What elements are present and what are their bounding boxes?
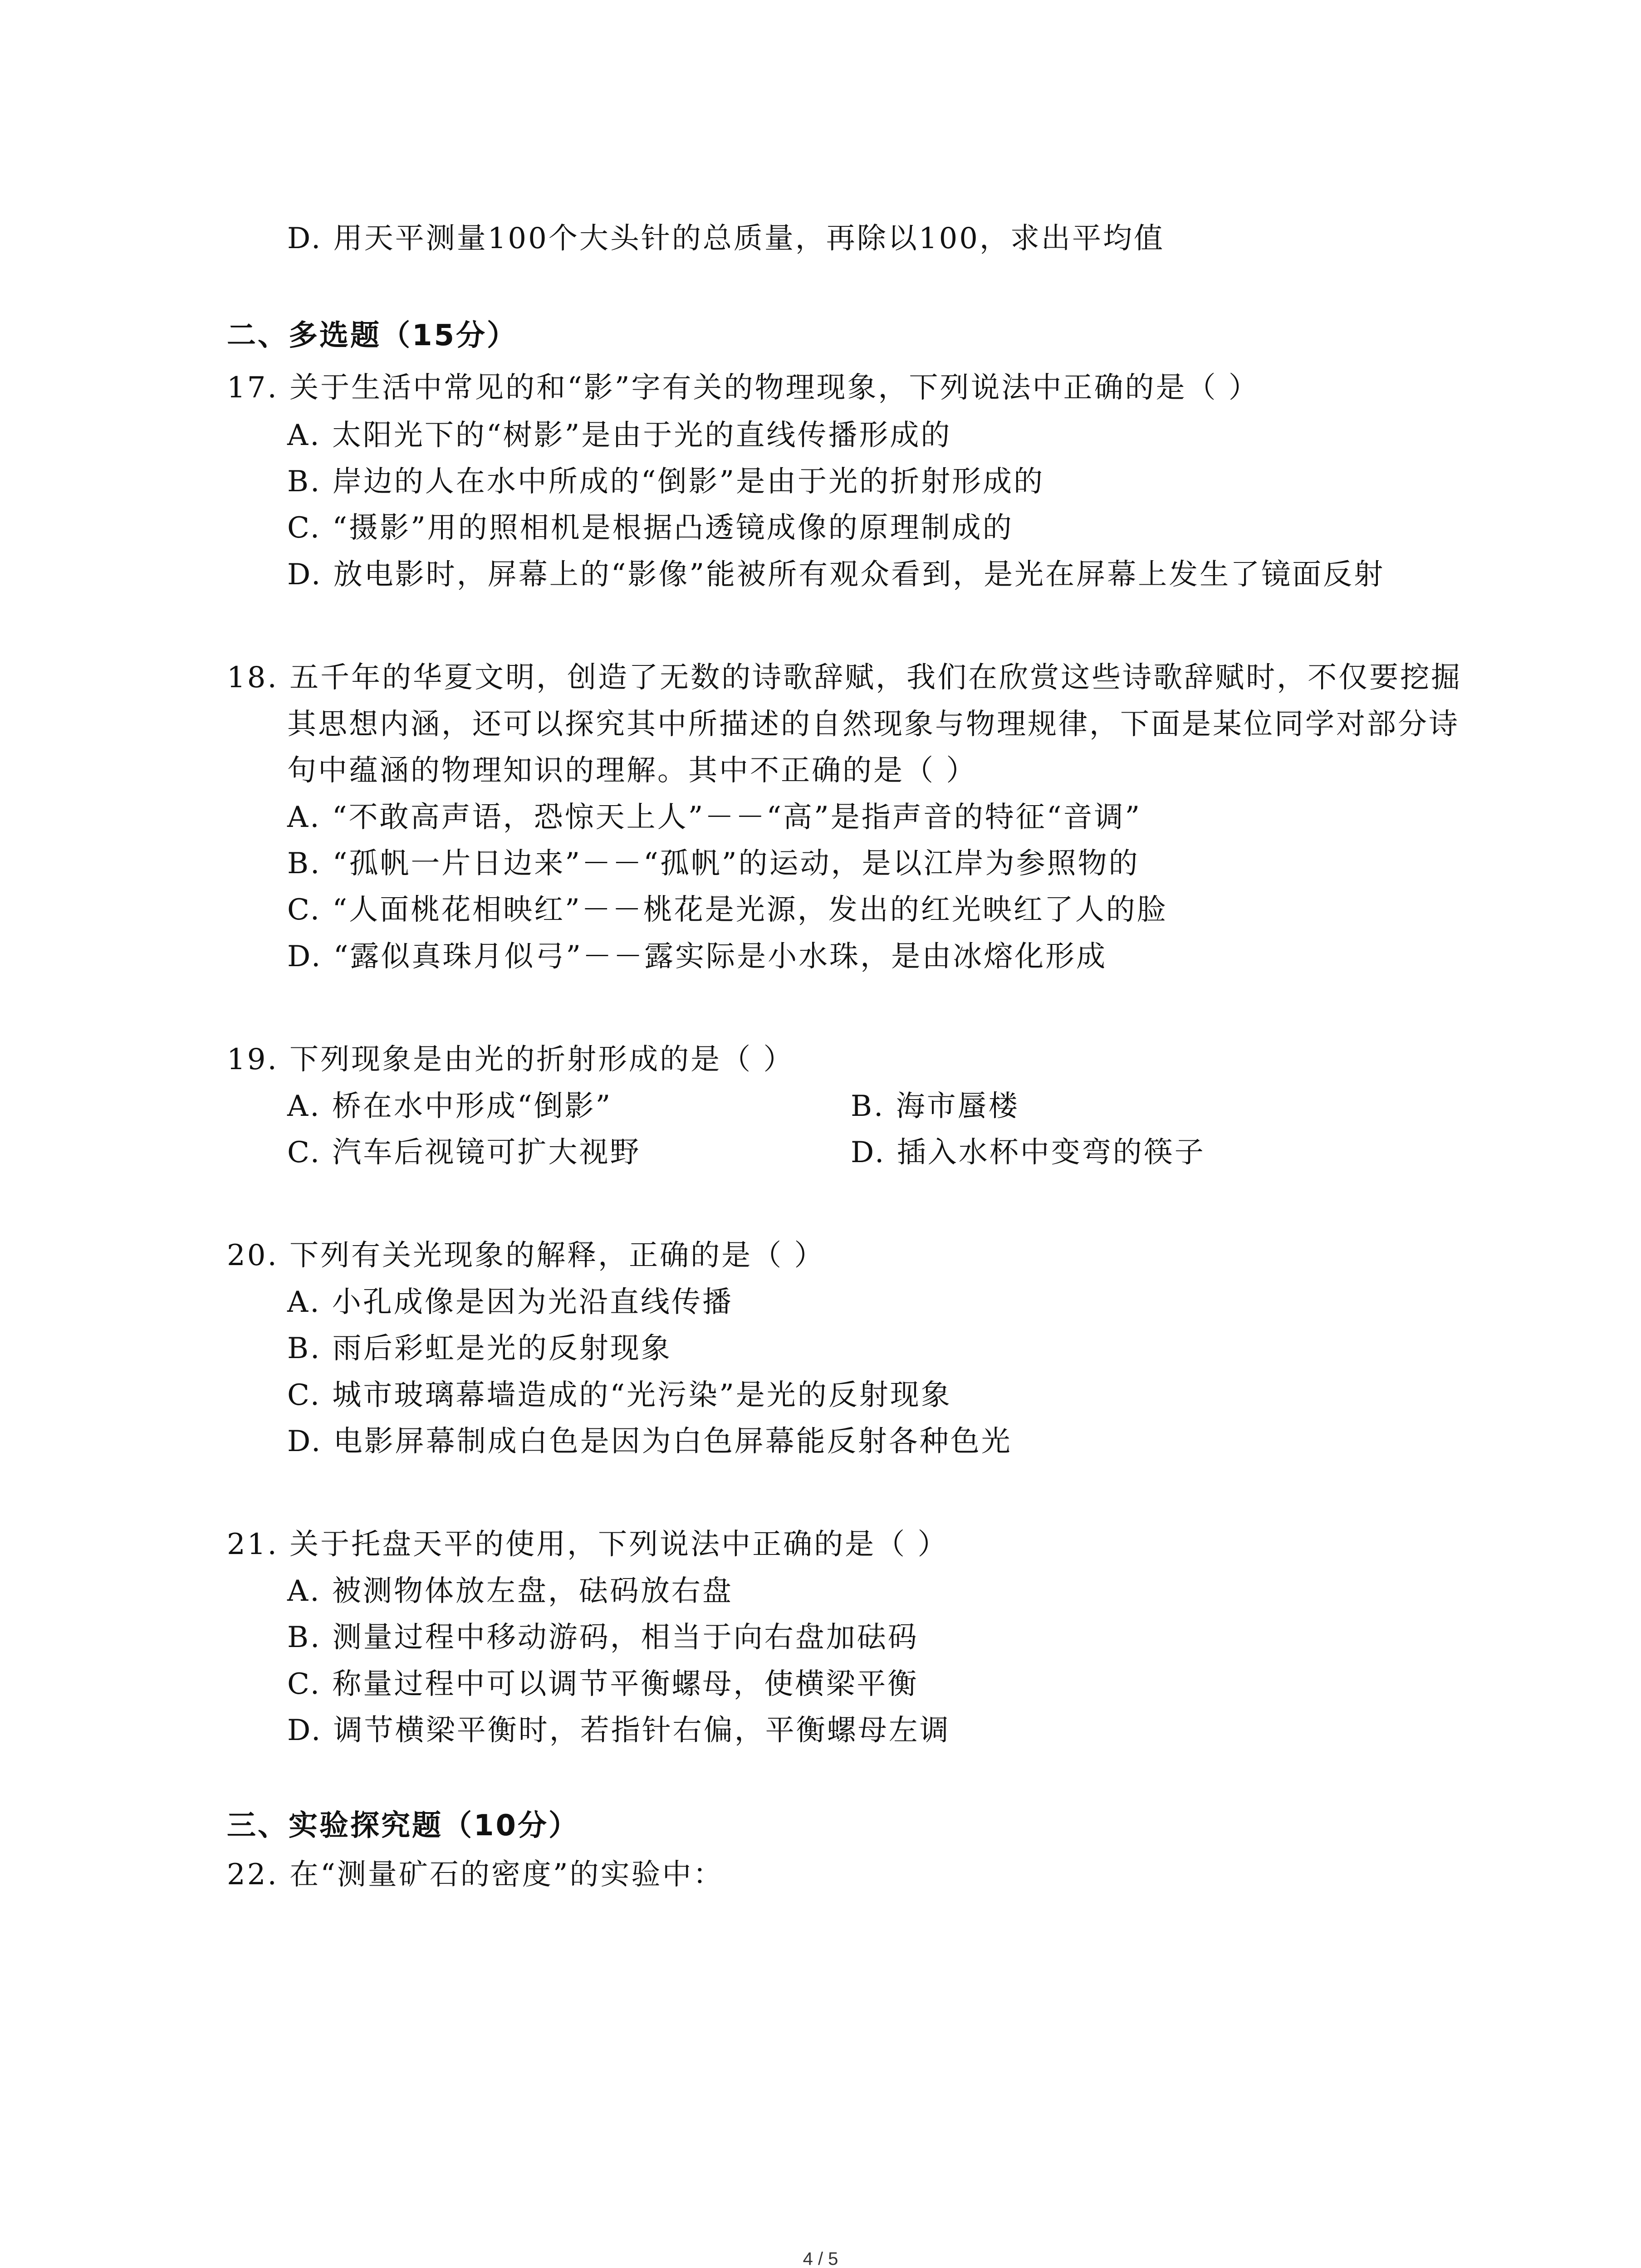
question-22-stem: 22. 在“测量矿石的密度”的实验中： (227, 1858, 724, 1892)
page-number: 4 / 5 (803, 2249, 838, 2268)
option-b: B. “孤帆一片日边来”－－“孤帆”的运动，是以江岸为参照物的 (287, 847, 1140, 880)
option-c: C. 城市玻璃幕墙造成的“光污染”是光的反射现象 (287, 1378, 952, 1412)
question-stem-line-2: 其思想内涵，还可以探究其中所描述的自然现象与物理规律，下面是某位同学对部分诗 (287, 708, 1460, 741)
option-c: C. “摄影”用的照相机是根据凸透镜成像的原理制成的 (287, 511, 1014, 545)
option-d: D. 电影屏幕制成白色是因为白色屏幕能反射各种色光 (287, 1425, 1012, 1458)
question-stem-line-3: 句中蕴涵的物理知识的理解。其中不正确的是（ ） (287, 754, 977, 787)
option-a: A. 小孔成像是因为光沿直线传播 (287, 1286, 733, 1319)
option-b: B. 雨后彩虹是光的反射现象 (287, 1332, 672, 1365)
section-title-experiment: 三、实验探究题（10分） (227, 1809, 580, 1843)
question-stem: 19. 下列现象是由光的折射形成的是（ ） (227, 1043, 794, 1076)
q16-option-d: D. 用天平测量100个大头针的总质量，再除以100，求出平均值 (287, 222, 1165, 255)
option-c: C. “人面桃花相映红”－－桃花是光源，发出的红光映红了人的脸 (287, 893, 1168, 927)
question-stem-line-1: 18. 五千年的华夏文明，创造了无数的诗歌辞赋，我们在欣赏这些诗歌辞赋时，不仅要挖掘 (227, 661, 1462, 694)
option-a: A. “不敢高声语，恐惊天上人”－－“高”是指声音的特征“音调” (287, 801, 1142, 834)
option-d: D. 调节横梁平衡时，若指针右偏，平衡螺母左调 (287, 1714, 950, 1747)
option-b: B. 测量过程中移动游码，相当于向右盘加砝码 (287, 1621, 919, 1654)
option-d: D. “露似真珠月似弓”－－露实际是小水珠，是由冰熔化形成 (287, 940, 1107, 973)
option-d: D. 放电影时，屏幕上的“影像”能被所有观众看到，是光在屏幕上发生了镜面反射 (287, 558, 1385, 591)
option-a: A. 被测物体放左盘，砝码放右盘 (287, 1574, 733, 1608)
question-stem: 20. 下列有关光现象的解释，正确的是（ ） (227, 1239, 825, 1272)
question-stem: 21. 关于托盘天平的使用，下列说法中正确的是（ ） (227, 1528, 949, 1561)
option-a: A. 桥在水中形成“倒影” (287, 1090, 612, 1123)
question-stem: 17. 关于生活中常见的和“影”字有关的物理现象，下列说法中正确的是（ ） (227, 371, 1259, 405)
option-c: C. 汽车后视镜可扩大视野 (287, 1136, 641, 1169)
option-b: B. 岸边的人在水中所成的“倒影”是由于光的折射形成的 (287, 465, 1045, 499)
option-d: D. 插入水杯中变弯的筷子 (851, 1136, 1205, 1169)
section-title-multiple-choice: 二、多选题（15分） (227, 319, 518, 352)
option-c: C. 称量过程中可以调节平衡螺母，使横梁平衡 (287, 1667, 919, 1701)
option-b: B. 海市蜃楼 (851, 1090, 1019, 1123)
option-a: A. 太阳光下的“树影”是由于光的直线传播形成的 (287, 419, 952, 452)
